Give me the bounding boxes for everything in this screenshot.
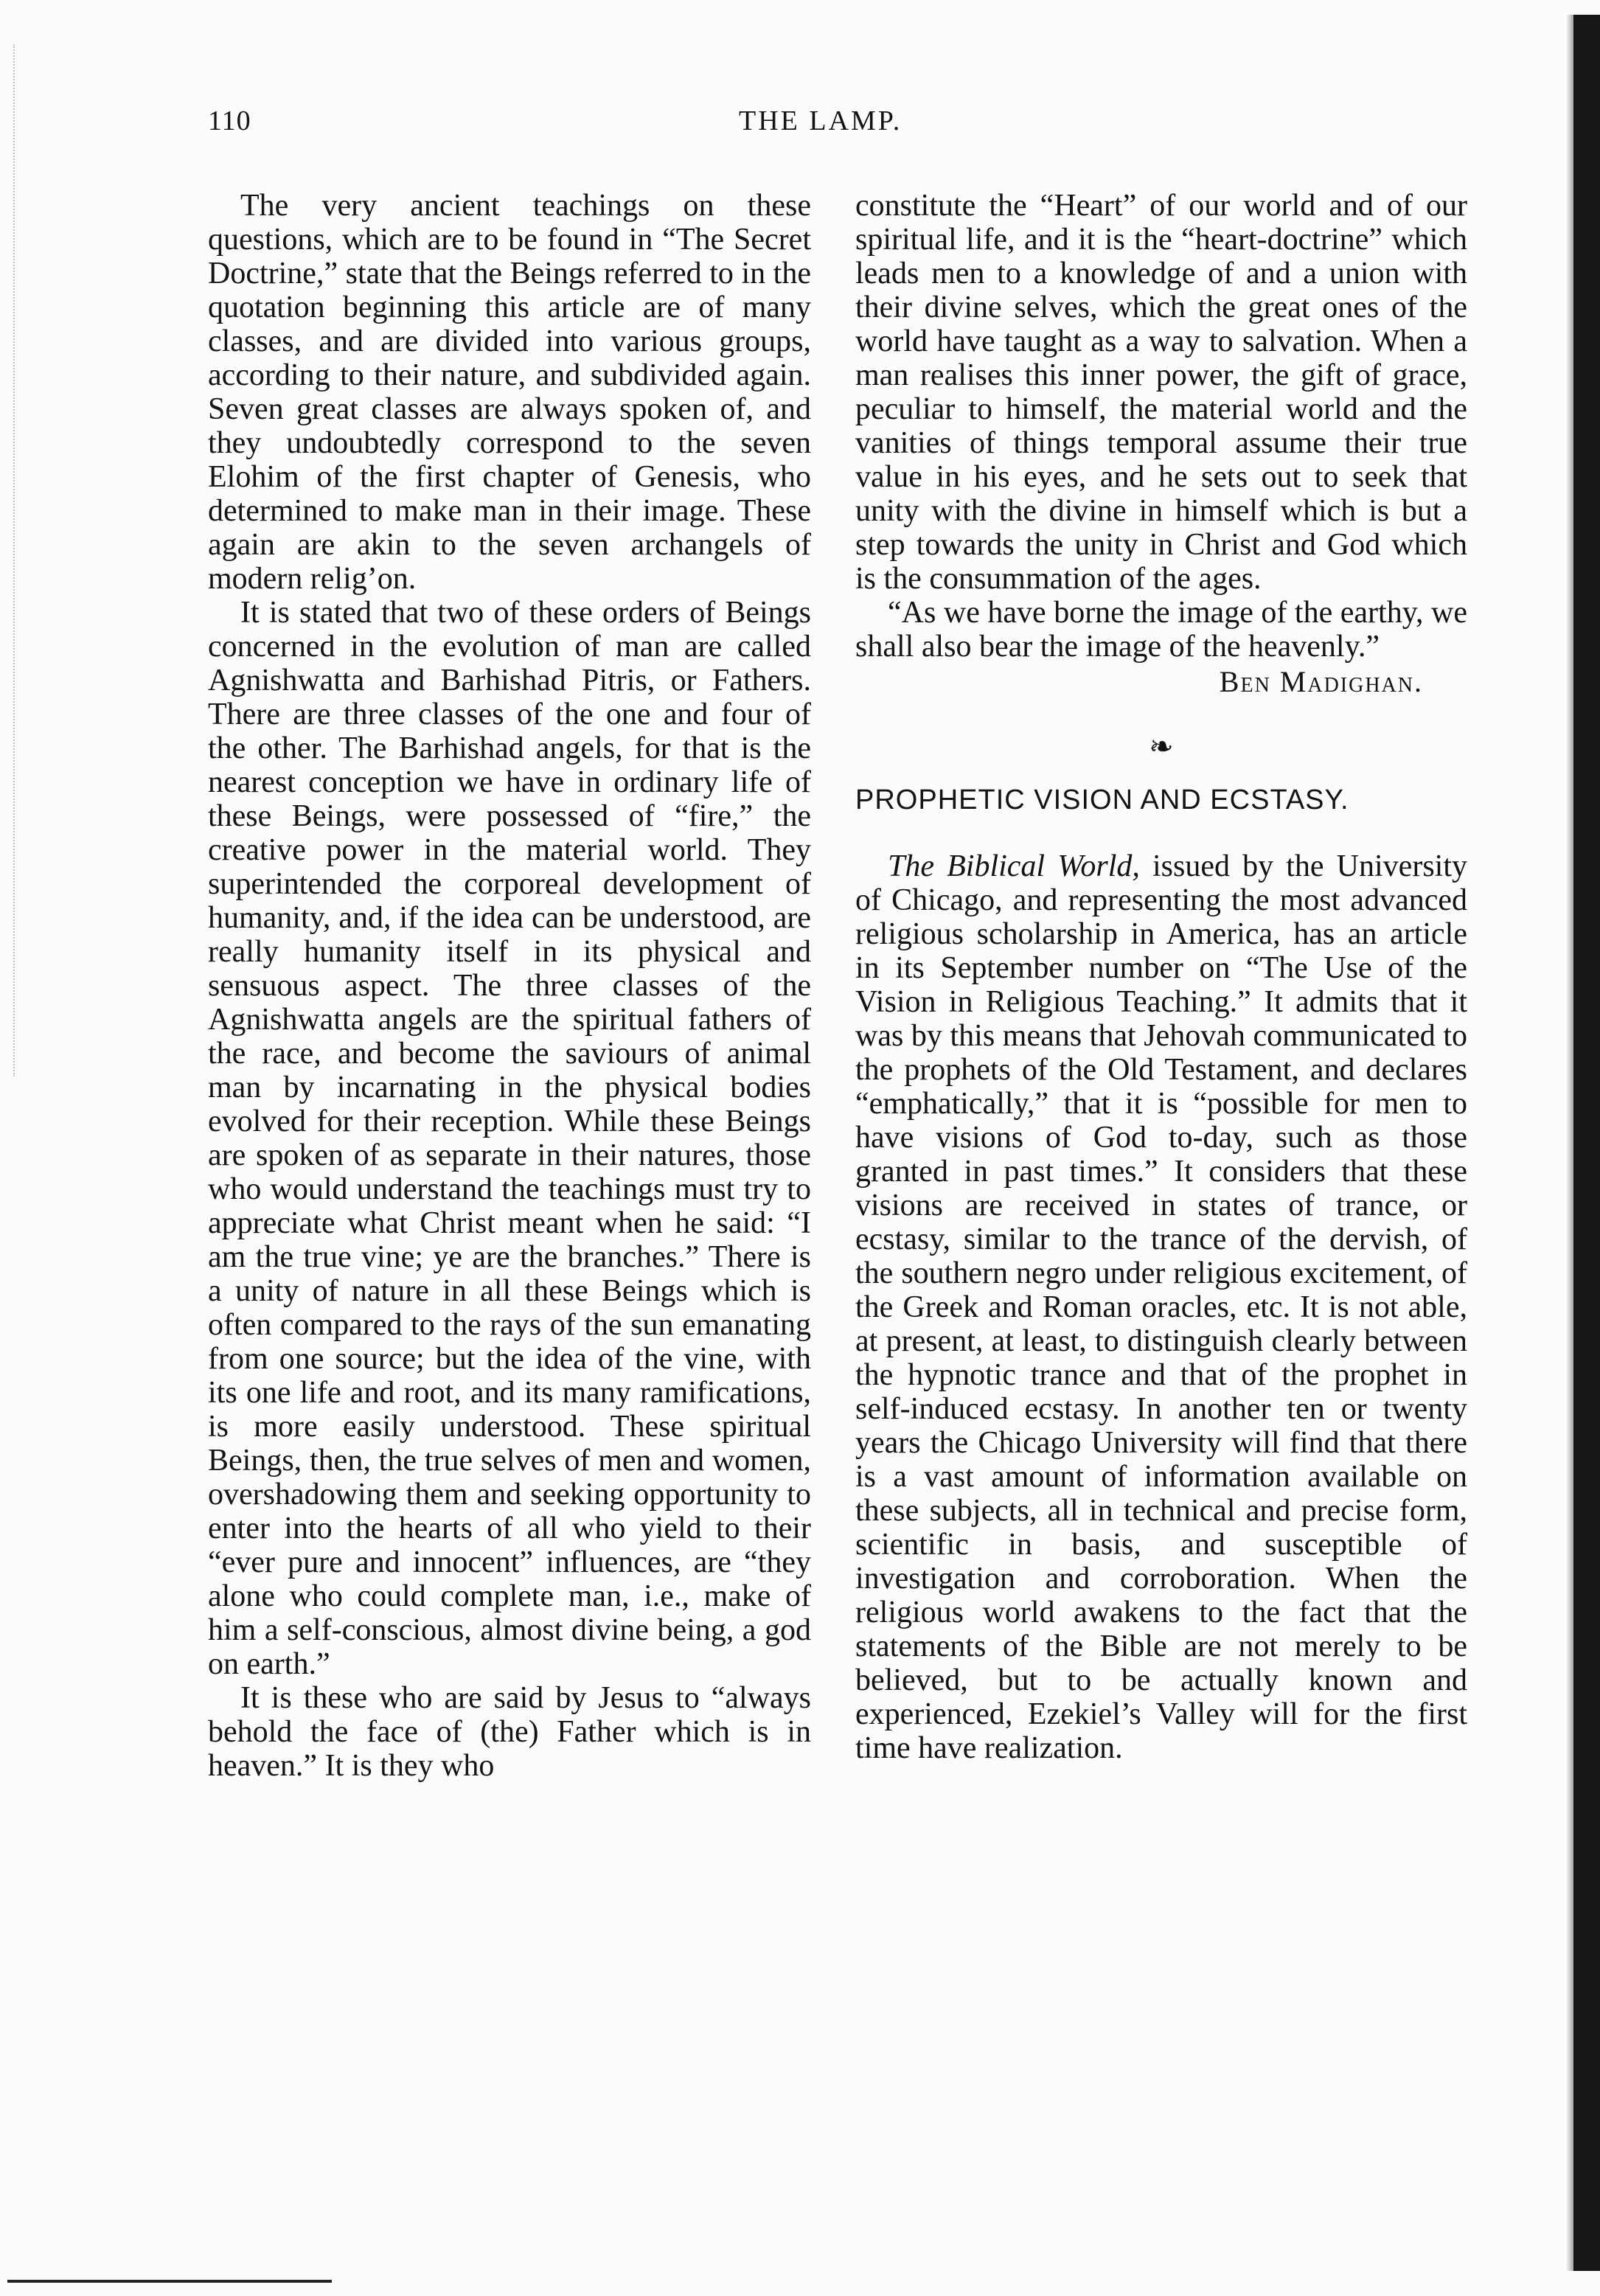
paragraph: It is stated that two of these orders of Beings concerned in the evolution of man are called Agnishwatta and Barhishad Pitris, or Fathers. There are three classes of the one and four of the other. The Barhishad angels, for that is the nearest conception we have in ordinary life of these Beings, were possessed of “fire,” the creative power in the material world. They superintended the corporeal development of humanity, and, if the idea can be understood, are really humanity itself in its physical and sensuous aspect. The three classes of the Agnishwatta angels are the spiritual fathers of the race, and become the saviours of animal man by incarnating in the physical bodies evolved for their reception. While these Beings are spoken of as separate in their natures, those who would understand the teachings must try to appreciate what Christ meant when he said: “I am the true vine; ye are the branches.” There is a unity of nature in all these Beings which is often compared to the rays of the sun emanating from one source; but the idea of the vine, with its one life and root, and its many ramifications, is more easily understood. These spiritual Beings, then, the true selves of men and women, overshadowing them and seeking opportunity to enter into the hearts of all who yield to their “ever pure and innocent” influences, are “they alone who could complete man, i.e., make of him a self-conscious, almost divine being, a god on earth.”	[208, 596, 811, 1681]
paragraph: The very ancient teachings on these questions, which are to be found in “The Secret Doctrine,” state that the Beings referred to in the quotation beginning this article are of many classes, and are divided into various groups, according to their nature, and subdivided again. Seven great classes are always spoken of, and they undoubtedly correspond to the seven Elohim of the first chapter of Genesis, who determined to make man in their image. These again are akin to the seven archangels of modern relig’on.	[208, 189, 811, 596]
right-column	[855, 189, 1467, 1765]
paragraph	[855, 849, 1467, 1765]
section-heading: PROPHETIC VISION AND ECSTASY.	[855, 785, 1349, 815]
author-signature: Ben Madighan.	[1219, 665, 1423, 698]
paragraph-text: issued by the University of Chicago, and representing the most advanced religious scholarship in America, has an article in its September number on “The Use of the Vision in Religious Teaching.” It admits that it was by this means that Jehovah communicated to the prophets of the Old Testament, and declares “emphatically,” that it is “possible for men to have visions of God to-day, such as those granted in past times.” It considers that these visions are received in states of trance, or ecstasy, similar to the trance of the dervish, of the southern negro under religious excitement, of the Greek and Roman oracles, etc. It is not able, at present, at least, to distinguish clearly between the hypnotic trance and that of the prophet in self-induced ecstasy. In another ten or twenty years the Chicago University will find that there is a vast amount of information available on these subjects, all in technical and precise form, scientific in basis, and susceptible of investigation and corroboration. When the religious world awakens to the fact that the statements of the Bible are not merely to be believed, but to be actually known and experienced, Ezekiel’s Valley will for the first time have realization.	[855, 849, 1467, 1765]
binding-shadow	[1566, 15, 1573, 2271]
paragraph: It is these who are said by Jesus to “always behold the face of (the) Father which is in heaven.” It is they who	[208, 1681, 811, 1783]
bottom-edge-mark	[7, 2280, 332, 2283]
left-column	[208, 189, 811, 1783]
page-edge-speckle	[13, 44, 17, 1076]
paragraph: constitute the “Heart” of our world and of our spiritual life, and it is the “heart-doctrine” which leads men to a knowledge of and a union with their divine selves, which the great ones of the world have taught as a way to salvation. When a man realises this inner power, the gift of grace, peculiar to himself, the material world and the vanities of things temporal assume their true value in his eyes, and he sets out to seek that unity with the divine in himself which is but a step towards the unity in Christ and God which is the consummation of the ages.	[855, 189, 1467, 596]
binding-edge	[1573, 15, 1600, 2271]
journal-title: The Biblical World,	[888, 849, 1140, 883]
running-title: THE LAMP.	[739, 105, 902, 136]
fleuron-ornament: ❧	[1149, 730, 1174, 763]
page-number: 110	[208, 105, 251, 136]
quotation: “As we have borne the image of the earthy, we shall also bear the image of the heavenly.”	[855, 596, 1467, 664]
